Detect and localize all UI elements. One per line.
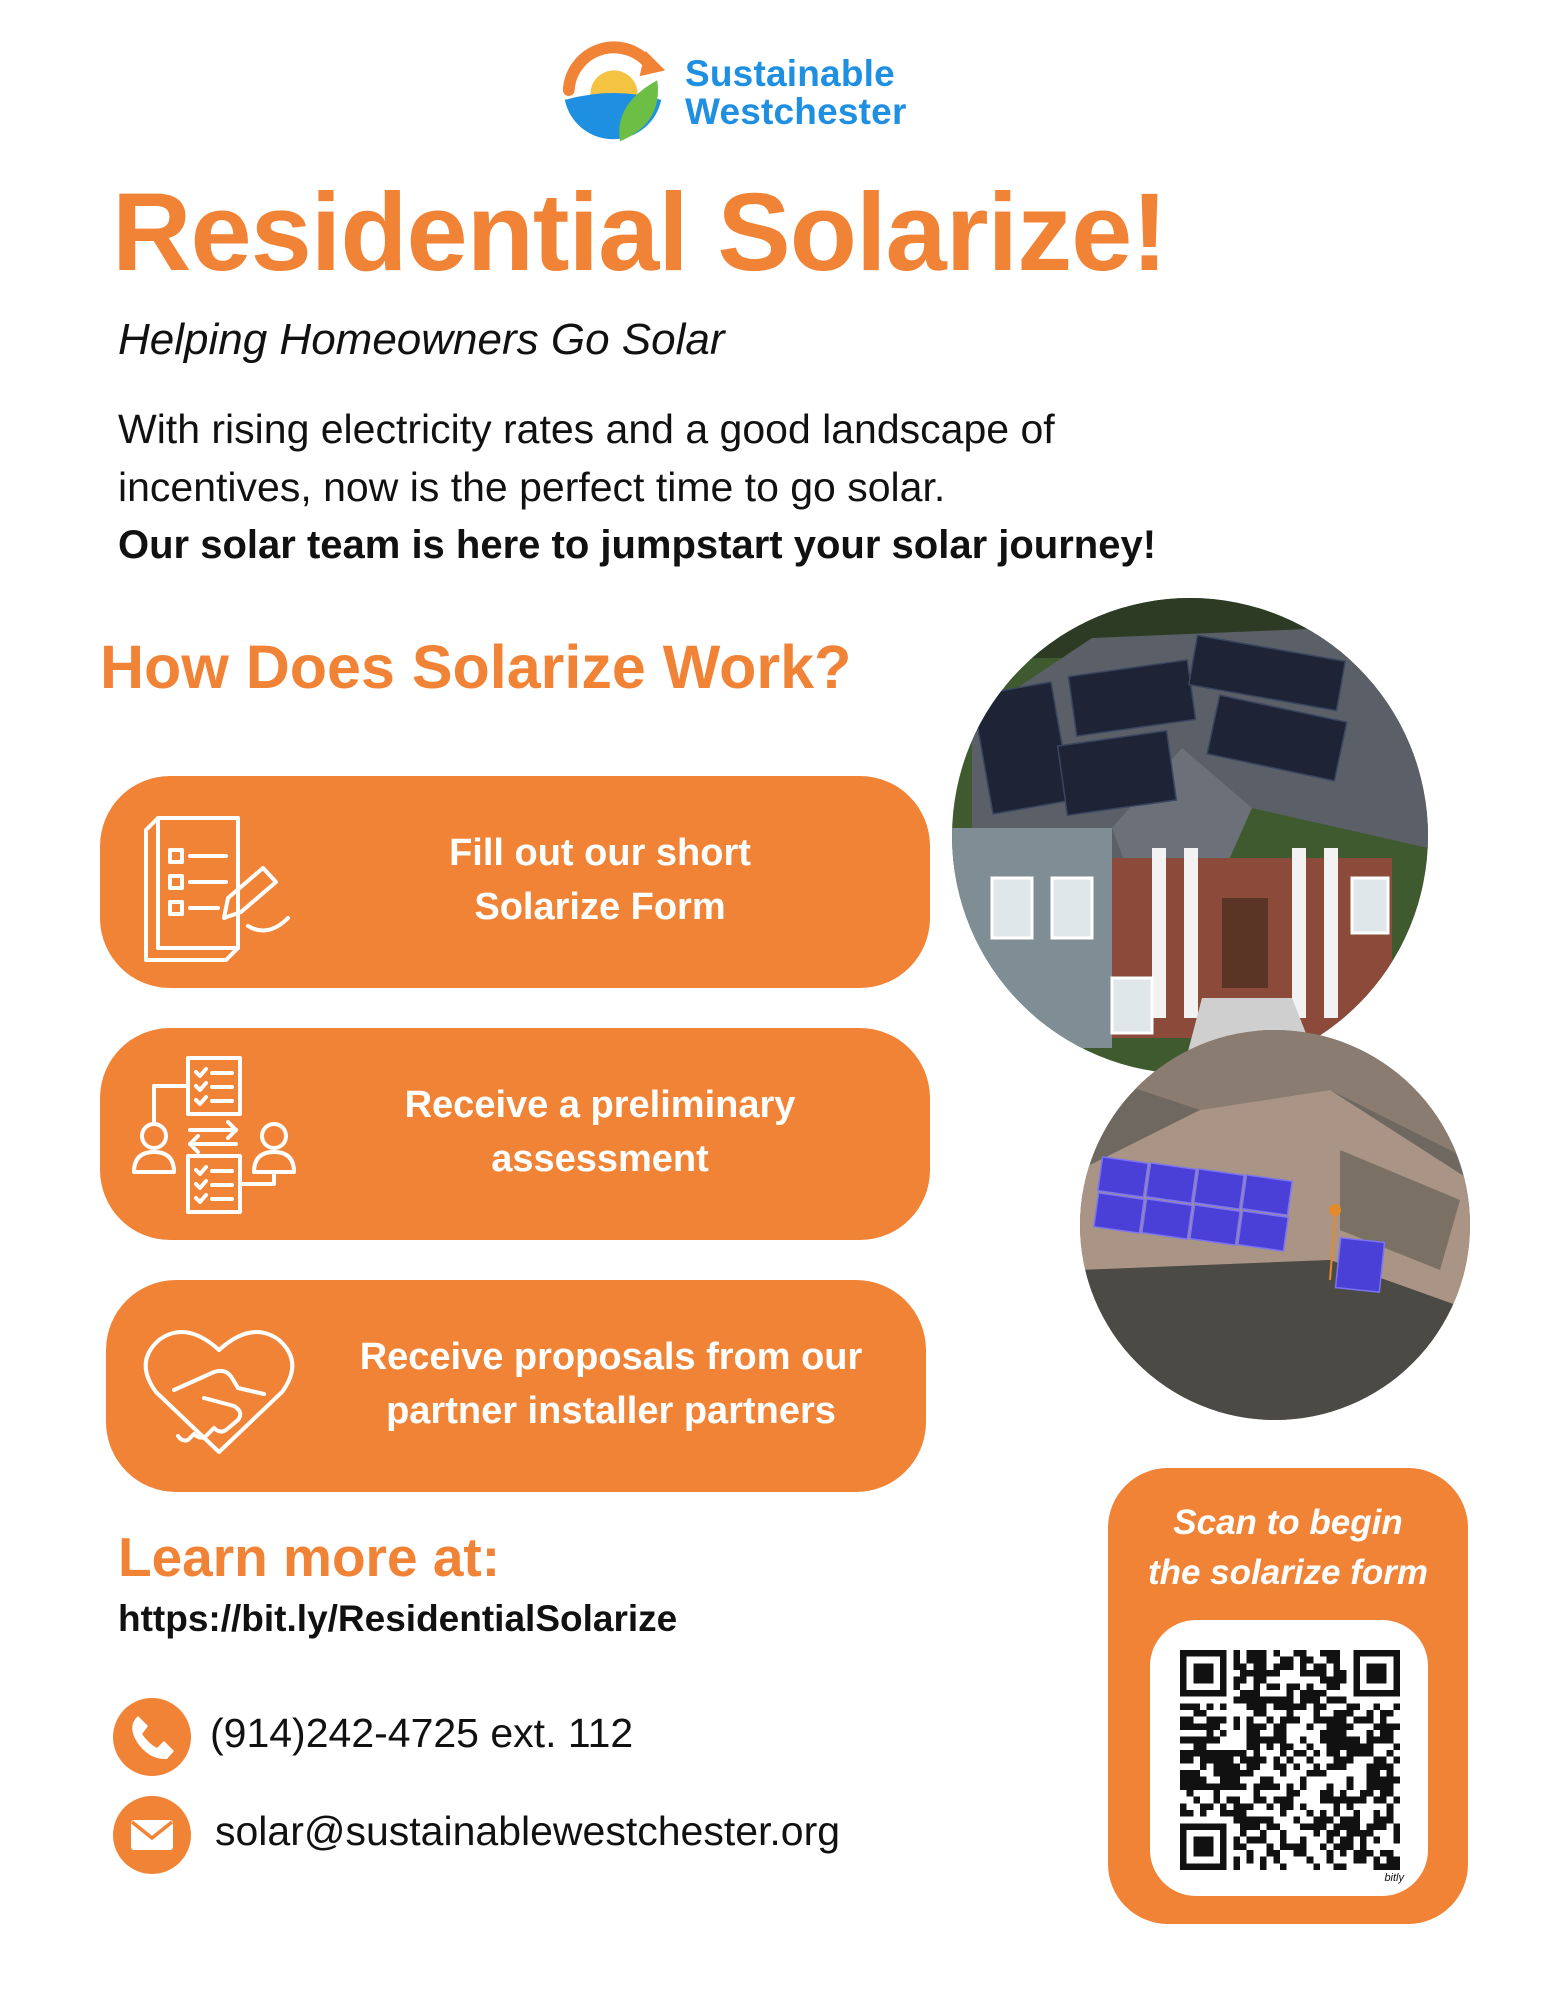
qr-caption: Scan to begin the solarize form	[1147, 1503, 1429, 1592]
aerial-roof-solar-layout-photo	[1080, 1030, 1470, 1420]
logo-line-1: Sustainable	[685, 53, 895, 94]
logo	[555, 35, 965, 155]
house-with-solar-panels-photo	[952, 598, 1428, 1074]
intro-paragraph	[118, 400, 1358, 574]
step-3-text: Receive proposals from our partner installer partners	[359, 1336, 863, 1432]
heart-handshake-icon	[134, 1302, 304, 1472]
logo-mark-icon	[555, 35, 673, 153]
step-card-proposals	[106, 1280, 926, 1492]
page-title: Residential Solarize!	[112, 171, 1167, 294]
form-pencil-icon	[128, 798, 298, 968]
learn-more-heading: Learn more at:	[118, 1526, 501, 1588]
learn-more-link[interactable]: https://bit.ly/ResidentialSolarize	[118, 1598, 678, 1639]
email-icon	[113, 1796, 191, 1874]
phone-number[interactable]: (914)242-4725 ext. 112	[210, 1710, 634, 1756]
intro-bold-line: Our solar team is here to jumpstart your solar journey!	[118, 523, 1157, 567]
intro-line-2: incentives, now is the perfect time to go solar.	[118, 464, 946, 510]
logo-text	[685, 55, 907, 131]
qr-brand-label: bitly	[1384, 1872, 1404, 1884]
email-address[interactable]: solar@sustainablewestchester.org	[215, 1808, 841, 1854]
how-it-works-heading: How Does Solarize Work?	[100, 633, 852, 701]
qr-panel	[1108, 1468, 1468, 1924]
step-2-text: Receive a preliminary assessment	[404, 1084, 796, 1180]
step-1-text: Fill out our short Solarize Form	[449, 832, 751, 928]
logo-line-2: Westchester	[685, 91, 907, 132]
qr-code-icon[interactable]	[1180, 1650, 1400, 1870]
step-card-assessment	[100, 1028, 930, 1240]
intro-line-1: With rising electricity rates and a good landscape of	[118, 406, 1055, 452]
page-subtitle: Helping Homeowners Go Solar	[118, 315, 725, 364]
phone-icon	[113, 1698, 191, 1776]
step-card-fill-form	[100, 776, 930, 988]
people-exchange-icon	[128, 1050, 298, 1220]
qr-box[interactable]	[1150, 1620, 1428, 1896]
